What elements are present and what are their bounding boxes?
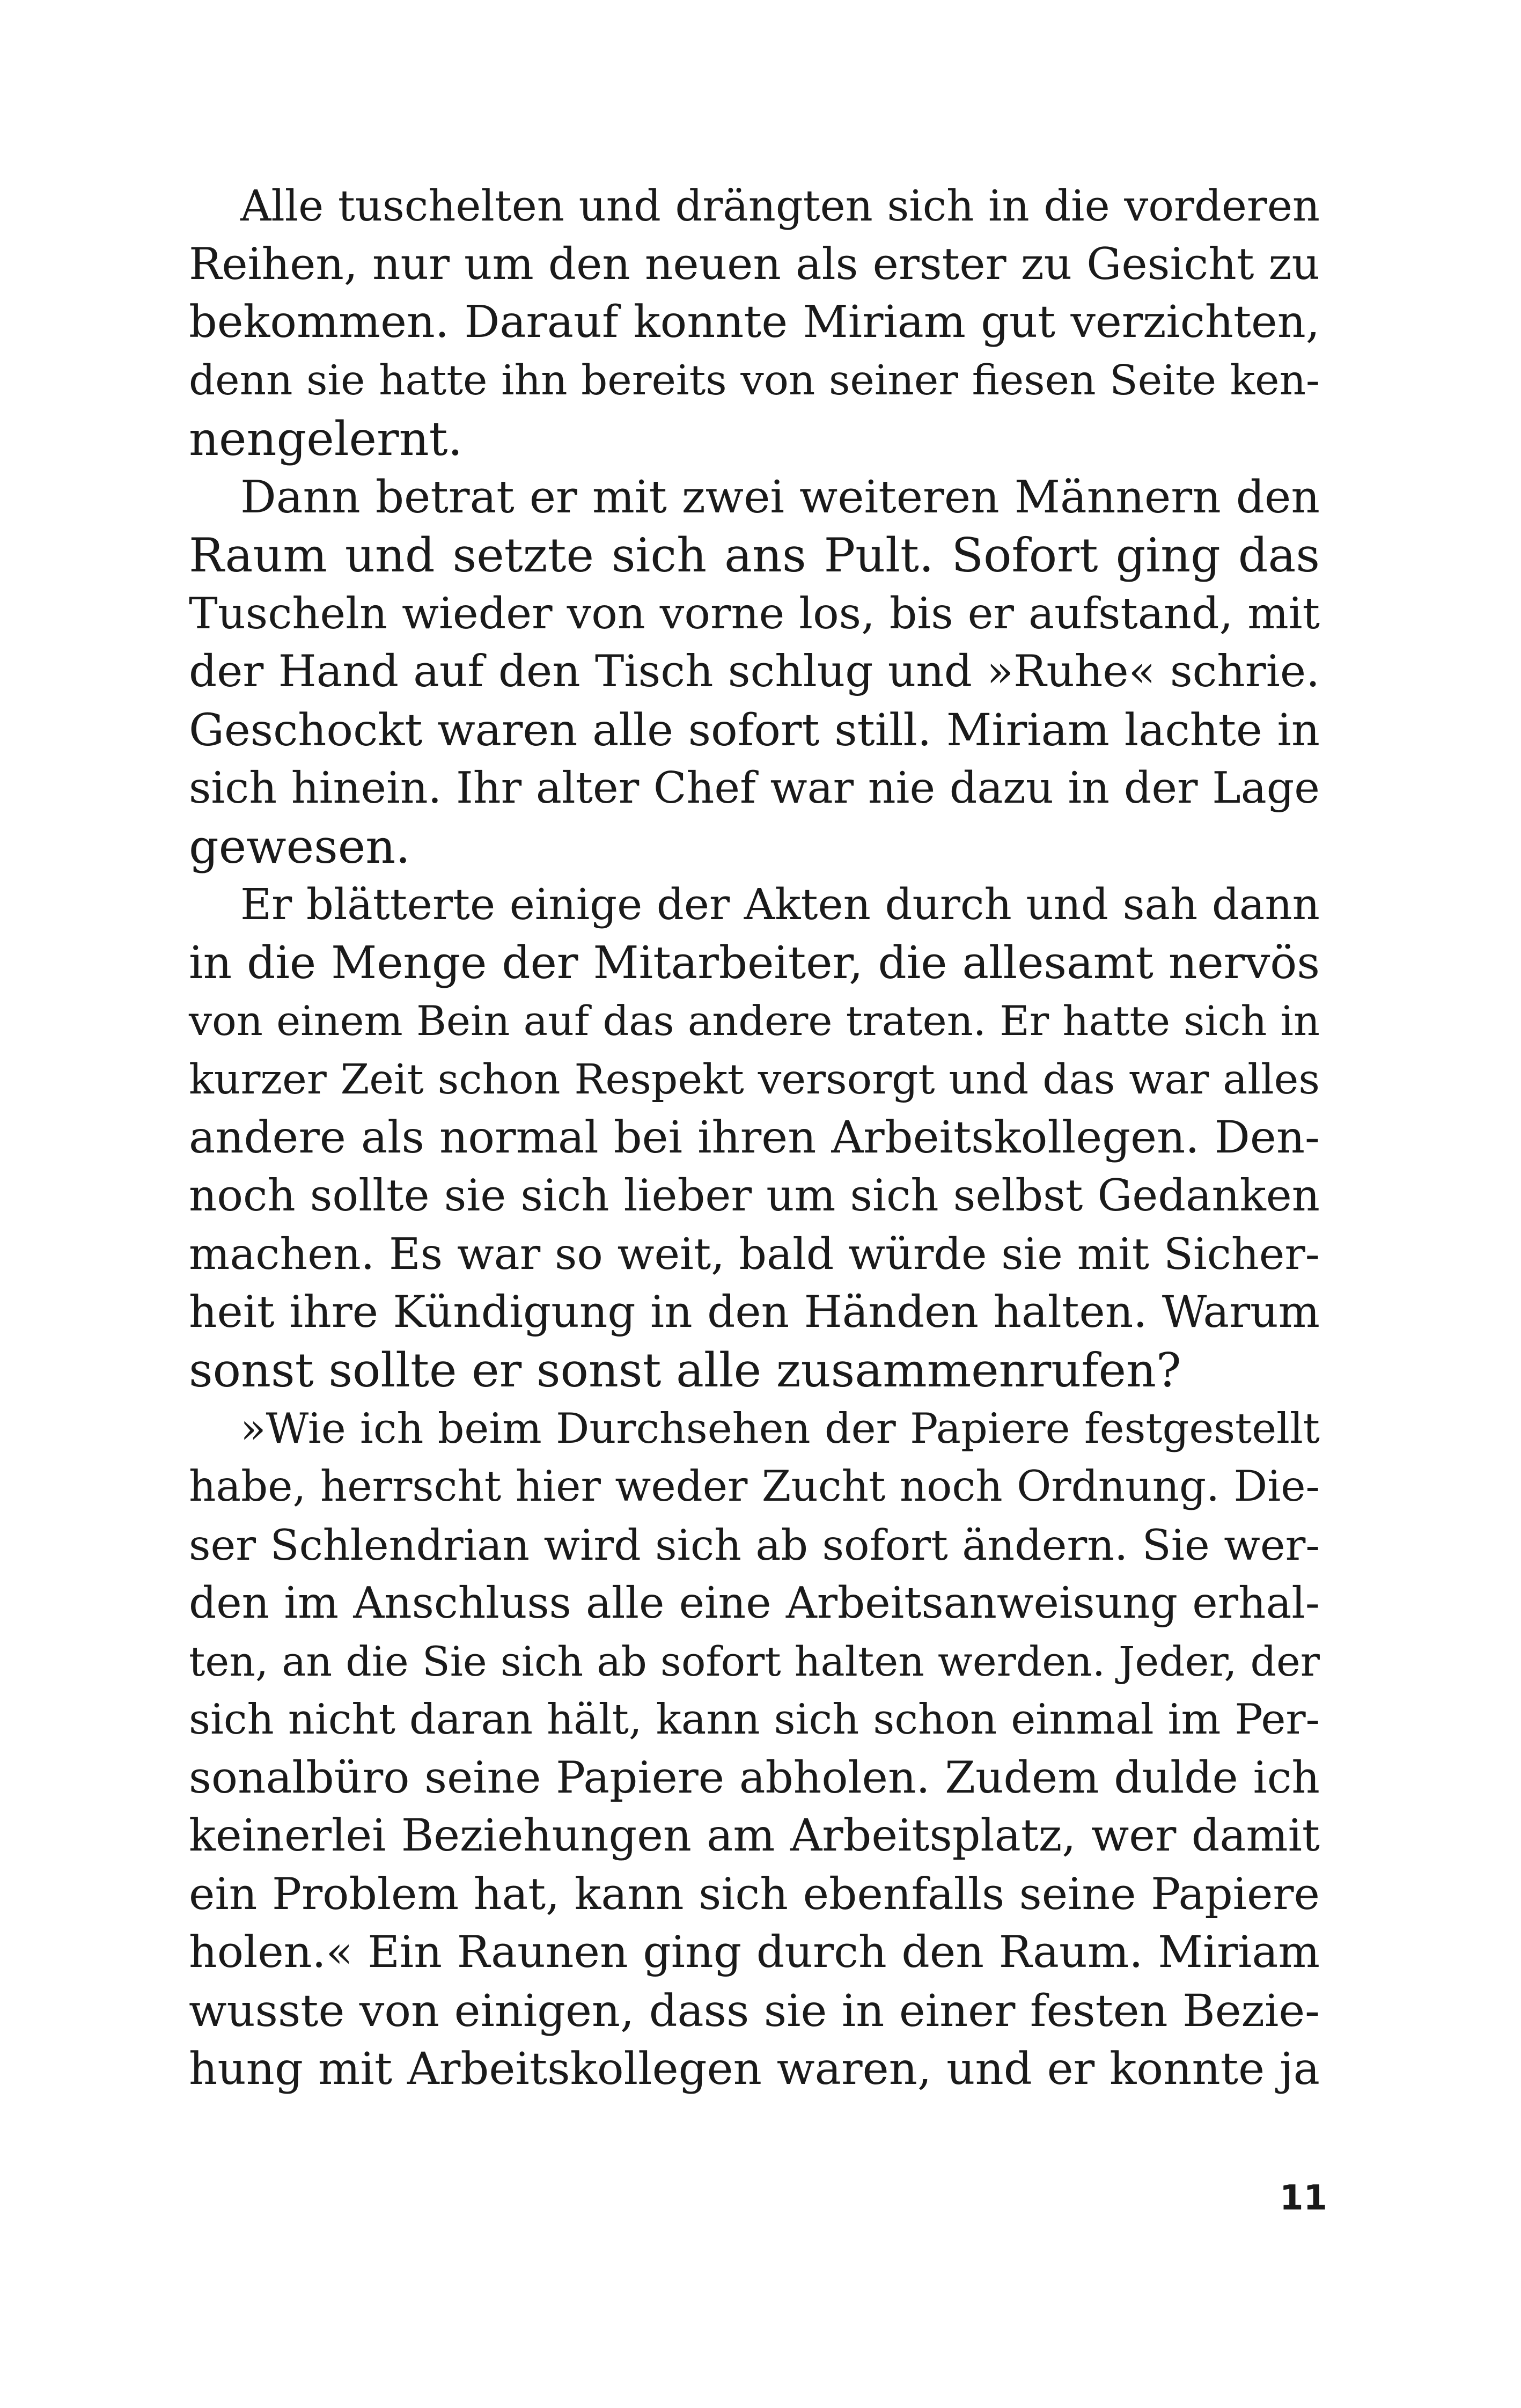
text-line: der Hand auf den Tisch schlug und »Ruhe« schrie. [189, 646, 1320, 697]
text-line: den im Anschluss alle eine Arbeitsanweisung erhal- [189, 1578, 1320, 1628]
text-line: sonst sollte er sonst alle zusammenrufen? [189, 1343, 1181, 1398]
text-line: »Wie ich beim Durchsehen der Papiere festgestellt [240, 1404, 1320, 1453]
text-line: machen. Es war so weit, bald würde sie mit Sicher- [189, 1229, 1320, 1279]
text-line: sich nicht daran hält, kann sich schon einmal im Per- [189, 1695, 1320, 1744]
text-line: habe, herrscht hier weder Zucht noch Ordnung. Die- [189, 1462, 1320, 1511]
text-line: ten, an die Sie sich ab sofort halten werden. Jeder, der [189, 1638, 1320, 1685]
text-line: Geschockt waren alle sofort still. Miriam lachte in [189, 704, 1320, 756]
text-line: keinerlei Beziehungen am Arbeitsplatz, wer damit [189, 1810, 1320, 1861]
text-line: wusste von einigen, dass sie in einer festen Bezie- [189, 1985, 1320, 2037]
text-line: gewesen. [189, 819, 410, 874]
text-line: ein Problem hat, kann sich ebenfalls seine Papiere [189, 1868, 1320, 1920]
text-line: Reihen, nur um den neuen als erster zu Gesicht zu [189, 238, 1320, 290]
text-line: in die Menge der Mitarbeiter, die allesamt nervös [189, 936, 1320, 989]
page-number: 11 [1279, 2178, 1327, 2218]
text-line: nengelernt. [189, 412, 463, 466]
body-text [189, 177, 1320, 2098]
text-line: von einem Bein auf das andere traten. Er hatte sich in [189, 997, 1320, 1045]
text-line: holen.« Ein Raunen ging durch den Raum. Miriam [189, 1927, 1320, 1978]
text-line: bekommen. Darauf konnte Miriam gut verzichten, [189, 297, 1320, 348]
text-line: Alle tuschelten und drängten sich in die vorderen [240, 181, 1320, 231]
text-line: heit ihre Kündigung in den Händen halten. Warum [189, 1286, 1320, 1338]
text-line: noch sollte sie sich lieber um sich selbst Gedanken [189, 1170, 1320, 1221]
text-line: ser Schlendrian wird sich ab sofort ändern. Sie wer- [189, 1520, 1320, 1570]
text-line: Tuscheln wieder von vorne los, bis er aufstand, mit [189, 588, 1320, 639]
text-line: hung mit Arbeitskollegen waren, und er konnte ja [189, 2043, 1320, 2095]
text-line: andere als normal bei ihren Arbeitskollegen. Den- [189, 1112, 1320, 1163]
text-line: kurzer Zeit schon Respekt versorgt und das war alles [189, 1055, 1320, 1104]
text-line: Er blätterte einige der Akten durch und sah dann [240, 879, 1320, 929]
text-line: Raum und setzte sich ans Pult. Sofort ging das [189, 528, 1320, 583]
text-line: denn sie hatte ihn bereits von seiner fiesen Seite ken- [189, 356, 1320, 405]
text-line: Dann betrat er mit zwei weiteren Männern den [240, 471, 1320, 523]
text-line: sonalbüro seine Papiere abholen. Zudem dulde ich [189, 1752, 1320, 1803]
text-line: sich hinein. Ihr alter Chef war nie dazu in der Lage [189, 763, 1320, 813]
